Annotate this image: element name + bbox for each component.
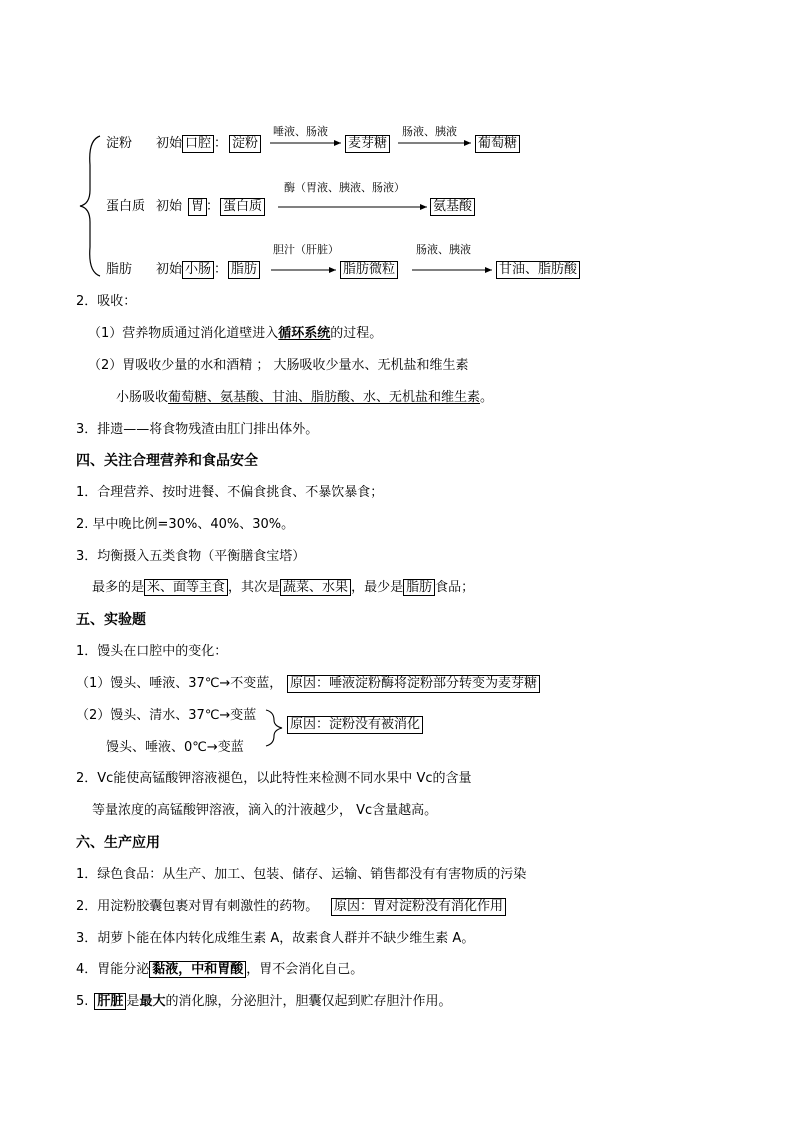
experiment-2a: （2）馒头、清水、37℃→变蓝 <box>76 708 257 723</box>
fat-substance-box: 脂肪 <box>228 261 260 279</box>
liver-box: 肝脏 <box>94 993 126 1010</box>
starch-product-2-box: 葡萄糖 <box>475 135 520 153</box>
fat-label: 脂肪 <box>106 262 133 277</box>
circulatory-system: 循环系统 <box>278 326 331 341</box>
section-6-item-3: 3．胡萝卜能在体内转化成维生素 A，故素食人群并不缺少维生素 A。 <box>76 931 475 946</box>
experiment-2-reason-box: 原因：淀粉没有被消化 <box>287 716 423 734</box>
section-5-item-2: 2．Vc能使高锰酸钾溶液褪色，以此特性来检测不同水果中 Vc的含量 <box>76 771 472 786</box>
protein-product-box: 氨基酸 <box>430 198 475 216</box>
experiment-1-reason-box: 原因：唾液淀粉酶将淀粉部分转变为麦芽糖 <box>287 675 540 693</box>
section-6-item-5 <box>76 994 451 1010</box>
largest-label: 最大 <box>139 994 166 1009</box>
section-5-heading: 五、实验题 <box>76 612 146 628</box>
absorption-title: 2．吸收： <box>76 294 137 309</box>
fat-colon: ： <box>214 262 228 277</box>
protein-colon: ： <box>206 199 220 214</box>
staple-food-box: 米、面等主食 <box>144 579 228 596</box>
pyramid-end: 食品； <box>435 580 475 595</box>
protein-start-prefix: 初始 <box>156 199 183 214</box>
pyramid-next-label: ，其次是 <box>228 580 281 595</box>
fat-start-organ: 小肠 <box>182 261 214 279</box>
protein-label: 蛋白质 <box>106 199 146 214</box>
section-6-item-1: 1．绿色食品：从生产、加工、包装、储存、运输、销售都没有有害物质的污染 <box>76 867 527 882</box>
fruit-veg-box: 蔬菜、水果 <box>280 579 351 596</box>
starch-colon: ： <box>214 136 228 151</box>
small-intestine-nutrients: 葡萄糖、氨基酸、甘油、脂肪酸、水、无机盐和维生素 <box>168 390 481 405</box>
section-6-item-5-rest: 的消化腺，分泌胆汁，胆囊仅起到贮存胆汁作用。 <box>165 994 452 1009</box>
absorption-line-2: （2）胃吸收少量的水和酒精 ； 大肠吸收少量水、无机盐和维生素 <box>88 358 469 373</box>
section-6-item-4 <box>76 962 363 978</box>
protein-start-organ: 胃 <box>188 198 207 216</box>
absorption-line-3-a: 小肠吸收 <box>116 390 169 405</box>
protein-enzyme: 酶（胃液、胰液、肠液） <box>284 181 405 194</box>
left-brace <box>80 136 100 276</box>
section-4-item-1: 1．合理营养、按时进餐、不偏食挑食、不暴饮暴食； <box>76 485 384 500</box>
section-6-item-5-is: 是 <box>126 994 140 1009</box>
fat-agent-2: 肠液、胰液 <box>416 243 471 256</box>
protein-substance-box: 蛋白质 <box>220 198 265 216</box>
section-6-heading: 六、生产应用 <box>76 835 160 851</box>
section-6-item-2: 2．用淀粉胶囊包裹对胃有刺激性的药物。 <box>76 899 319 914</box>
section-4-item-3: 3．均衡摄入五类食物（平衡膳食宝塔） <box>76 549 306 564</box>
fat-food-box: 脂肪 <box>403 579 435 596</box>
section-5-item-1: 1．馒头在口腔中的变化： <box>76 644 228 659</box>
starch-start-organ: 口腔 <box>182 135 214 153</box>
fat-product-1-box: 脂肪微粒 <box>340 261 398 279</box>
absorption-line-1 <box>88 326 382 342</box>
experiment-2b: 馒头、唾液、0℃→变蓝 <box>106 740 244 755</box>
mucus-box: 黏液，中和胃酸 <box>149 961 246 978</box>
experiment-brace <box>266 710 282 746</box>
starch-substance-box: 淀粉 <box>229 135 261 153</box>
starch-enzyme-1: 唾液、肠液 <box>273 125 328 138</box>
section-6-item-4-c: ，胃不会消化自己。 <box>246 962 364 977</box>
starch-label: 淀粉 <box>106 136 133 151</box>
experiment-1: （1）馒头、唾液、37℃→不变蓝， <box>76 676 283 691</box>
starch-start-prefix: 初始 <box>156 136 183 151</box>
starch-product-1-box: 麦芽糖 <box>345 135 390 153</box>
section-6-item-2-reason-box: 原因：胃对淀粉没有消化作用 <box>331 898 506 916</box>
starch-enzyme-2: 肠液、胰液 <box>402 125 457 138</box>
section-5-item-3: 等量浓度的高锰酸钾溶液，滴入的汁液越少， Vc含量越高。 <box>92 803 438 818</box>
section-4-heading: 四、关注合理营养和食品安全 <box>76 453 258 469</box>
absorption-line-3 <box>116 390 493 406</box>
pyramid-least-label: ，最少是 <box>351 580 404 595</box>
section-4-item-4 <box>92 580 474 596</box>
section-6-item-4-a: 4．胃能分泌 <box>76 962 150 977</box>
fat-product-2-box: 甘油、脂肪酸 <box>496 261 580 279</box>
absorption-line-1-a: （1）营养物质通过消化道壁进入 <box>88 326 279 341</box>
absorption-line-1-c: 的过程。 <box>330 326 383 341</box>
pyramid-most-label: 最多的是 <box>92 580 145 595</box>
fat-agent-1: 胆汁（肝脏） <box>273 243 339 256</box>
absorption-line-3-c: 。 <box>480 390 494 405</box>
fat-start-prefix: 初始 <box>156 262 183 277</box>
section-4-item-2: 2. 早中晚比例=30%、40%、30%。 <box>76 517 295 532</box>
excretion-line: 3．排遗——将食物残渣由肛门排出体外。 <box>76 422 319 437</box>
section-6-item-5-num: 5. <box>76 994 89 1009</box>
